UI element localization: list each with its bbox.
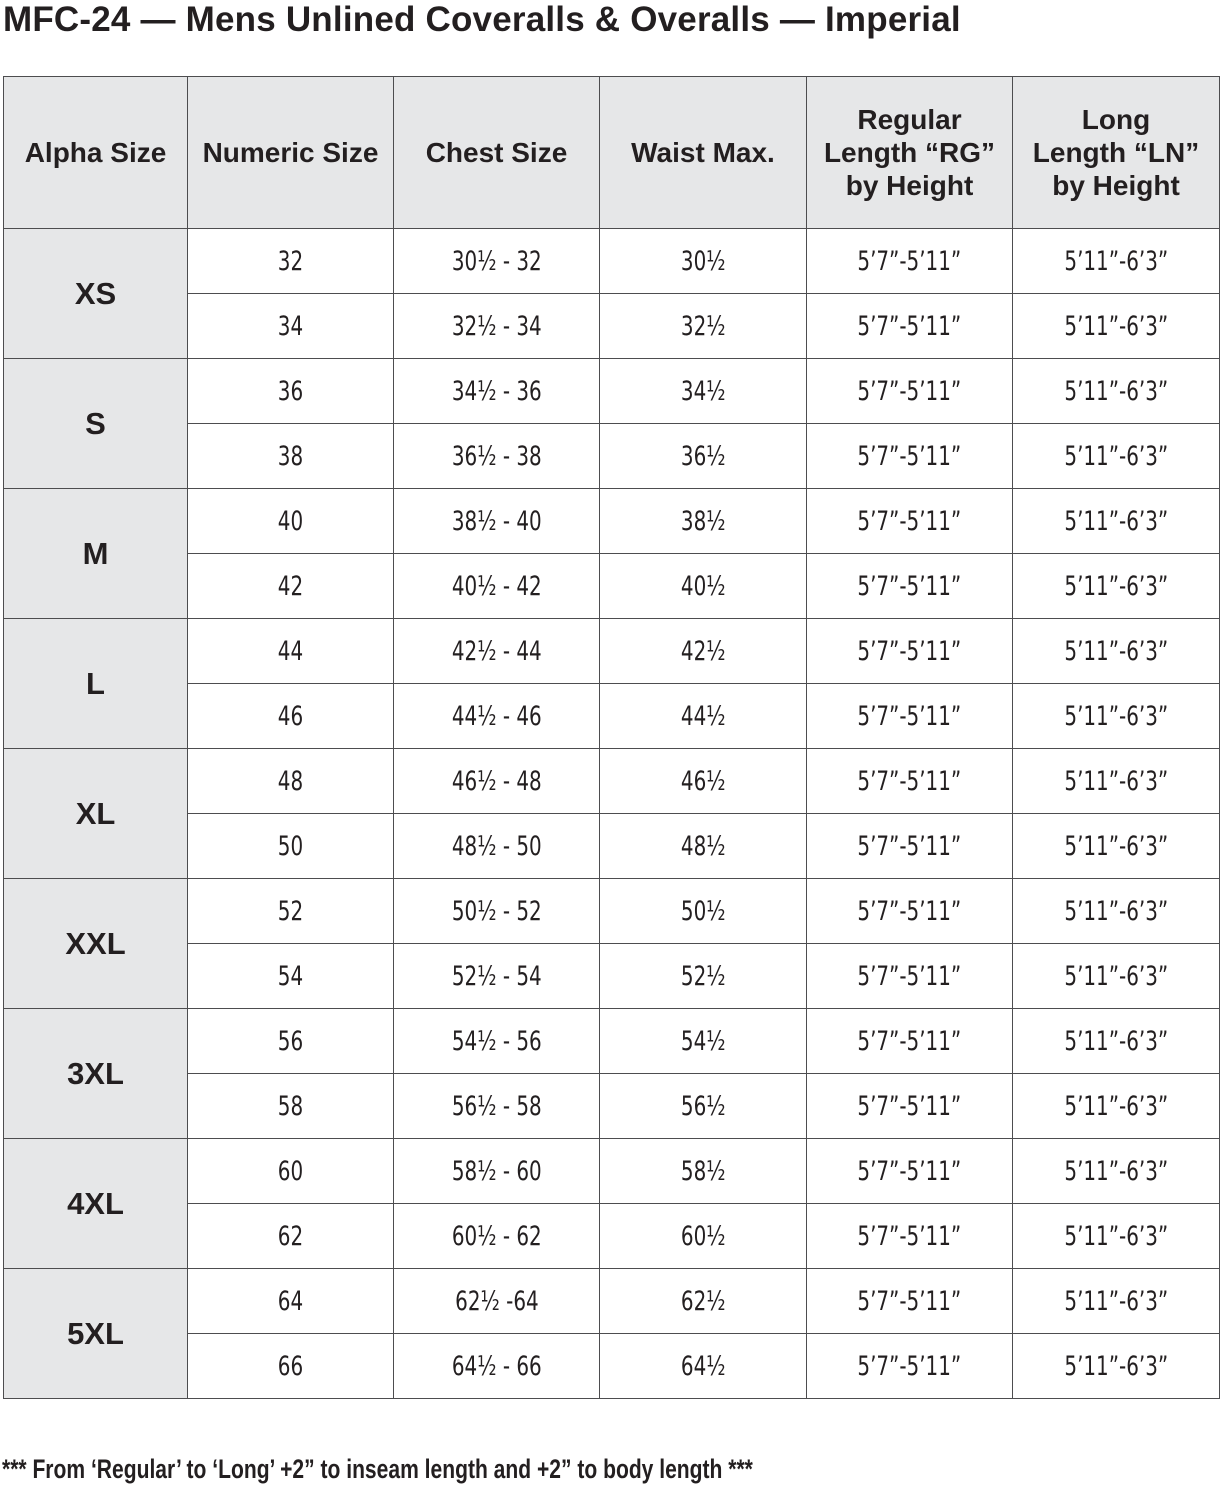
regular-length-cell-text: 5’7”-5’11” (857, 635, 962, 667)
chest-size-cell-text: 48½ - 50 (451, 830, 542, 862)
numeric-size-cell-text: 46 (277, 700, 304, 732)
chest-size-cell-text: 42½ - 44 (451, 635, 542, 667)
chest-size-cell-text: 50½ - 52 (451, 895, 542, 927)
chest-size-cell-text: 54½ - 56 (451, 1025, 542, 1057)
regular-length-cell (807, 1139, 1013, 1204)
waist-max-cell-text: 32½ (680, 310, 726, 342)
long-length-cell-text: 5’11”-6’3” (1064, 1025, 1168, 1057)
size-chart-table (3, 76, 1220, 1399)
chest-size-cell-text: 38½ - 40 (451, 505, 542, 537)
waist-max-cell (600, 1009, 807, 1074)
chest-size-header (394, 77, 600, 229)
chest-size-cell (394, 944, 600, 1009)
regular-length-cell-text: 5’7”-5’11” (857, 245, 962, 277)
waist-max-cell (600, 229, 807, 294)
table-row (4, 879, 1220, 944)
alpha-size-cell: XL (4, 749, 188, 879)
waist-max-cell (600, 944, 807, 1009)
numeric-size-cell (188, 684, 394, 749)
regular-length-header (807, 77, 1013, 229)
waist-max-cell (600, 879, 807, 944)
long-length-cell-text: 5’11”-6’3” (1064, 635, 1168, 667)
header-line: by Height (1052, 170, 1180, 201)
chest-size-cell (394, 1009, 600, 1074)
waist-max-cell-text: 52½ (680, 960, 726, 992)
chest-size-cell-text: 52½ - 54 (451, 960, 542, 992)
numeric-size-cell-text: 48 (277, 765, 304, 797)
numeric-size-cell (188, 749, 394, 814)
alpha-size-header (4, 77, 188, 229)
chest-size-cell (394, 489, 600, 554)
waist-max-cell (600, 1204, 807, 1269)
chest-size-cell-text: 46½ - 48 (451, 765, 542, 797)
long-length-cell (1013, 619, 1220, 684)
waist-max-cell-text: 42½ (680, 635, 726, 667)
header-line: Numeric Size (202, 137, 379, 168)
long-length-cell-text: 5’11”-6’3” (1064, 245, 1168, 277)
chest-size-cell-text: 44½ - 46 (451, 700, 542, 732)
numeric-size-cell-text: 42 (277, 570, 304, 602)
waist-max-cell (600, 424, 807, 489)
chest-size-cell (394, 1074, 600, 1139)
numeric-size-cell (188, 814, 394, 879)
numeric-size-cell (188, 1334, 394, 1399)
numeric-size-cell-text: 50 (277, 830, 304, 862)
numeric-size-cell (188, 554, 394, 619)
long-length-cell-text: 5’11”-6’3” (1064, 310, 1168, 342)
long-length-cell (1013, 684, 1220, 749)
chest-size-cell (394, 1334, 600, 1399)
numeric-size-cell (188, 424, 394, 489)
long-length-cell-text: 5’11”-6’3” (1064, 1155, 1168, 1187)
numeric-size-cell-text: 56 (277, 1025, 304, 1057)
numeric-size-cell-text: 34 (277, 310, 304, 342)
header-line: Length “LN” (1032, 137, 1200, 168)
regular-length-cell (807, 1009, 1013, 1074)
regular-length-cell-text: 5’7”-5’11” (857, 1090, 962, 1122)
numeric-size-cell-text: 44 (277, 635, 304, 667)
regular-length-cell-text: 5’7”-5’11” (857, 830, 962, 862)
waist-max-cell-text: 56½ (680, 1090, 726, 1122)
long-length-cell-text: 5’11”-6’3” (1064, 1285, 1168, 1317)
table-row (4, 749, 1220, 814)
waist-max-cell-text: 40½ (680, 570, 726, 602)
numeric-size-cell (188, 1204, 394, 1269)
regular-length-cell-text: 5’7”-5’11” (857, 960, 962, 992)
waist-max-cell (600, 554, 807, 619)
long-length-cell-text: 5’11”-6’3” (1064, 1350, 1168, 1382)
regular-length-cell (807, 424, 1013, 489)
alpha-size-cell: XS (4, 229, 188, 359)
numeric-size-cell-text: 36 (277, 375, 304, 407)
waist-max-cell-text: 64½ (680, 1350, 726, 1382)
waist-max-cell-text: 50½ (680, 895, 726, 927)
long-length-cell (1013, 1074, 1220, 1139)
regular-length-cell (807, 749, 1013, 814)
numeric-size-cell (188, 1269, 394, 1334)
long-length-cell (1013, 294, 1220, 359)
regular-length-cell-text: 5’7”-5’11” (857, 765, 962, 797)
chest-size-cell (394, 619, 600, 684)
regular-length-cell (807, 619, 1013, 684)
table-row (4, 489, 1220, 554)
regular-length-cell-text: 5’7”-5’11” (857, 375, 962, 407)
waist-max-cell-text: 38½ (680, 505, 726, 537)
chest-size-cell (394, 1269, 600, 1334)
regular-length-cell-text: 5’7”-5’11” (857, 1155, 962, 1187)
page-title: MFC-24 — Mens Unlined Coveralls & Overalls — Imperial (3, 0, 961, 39)
regular-length-cell-text: 5’7”-5’11” (857, 1025, 962, 1057)
long-length-cell (1013, 1009, 1220, 1074)
table-header (4, 77, 1220, 229)
table-row (4, 1139, 1220, 1204)
chest-size-cell (394, 879, 600, 944)
numeric-size-cell-text: 58 (277, 1090, 304, 1122)
table-row (4, 619, 1220, 684)
regular-length-cell (807, 944, 1013, 1009)
alpha-size-cell: S (4, 359, 188, 489)
header-line: Length “RG” (823, 137, 996, 168)
regular-length-cell (807, 1334, 1013, 1399)
chest-size-cell (394, 294, 600, 359)
chest-size-cell (394, 684, 600, 749)
waist-max-cell-text: 60½ (680, 1220, 726, 1252)
regular-length-cell-text: 5’7”-5’11” (857, 700, 962, 732)
waist-max-cell-text: 34½ (680, 375, 726, 407)
chest-size-cell-text: 30½ - 32 (451, 245, 542, 277)
regular-length-cell (807, 359, 1013, 424)
waist-max-cell (600, 1334, 807, 1399)
regular-length-cell (807, 684, 1013, 749)
long-length-cell-text: 5’11”-6’3” (1064, 505, 1168, 537)
numeric-size-header (188, 77, 394, 229)
regular-length-cell (807, 1204, 1013, 1269)
header-line: Long (1081, 104, 1151, 135)
long-length-cell-text: 5’11”-6’3” (1064, 375, 1168, 407)
long-length-cell (1013, 944, 1220, 1009)
long-length-cell (1013, 554, 1220, 619)
waist-max-cell (600, 1074, 807, 1139)
long-length-cell (1013, 489, 1220, 554)
chest-size-cell (394, 1139, 600, 1204)
waist-max-cell (600, 359, 807, 424)
long-length-cell (1013, 749, 1220, 814)
regular-length-cell (807, 1074, 1013, 1139)
table-row (4, 229, 1220, 294)
long-length-cell-text: 5’11”-6’3” (1064, 1090, 1168, 1122)
waist-max-cell (600, 749, 807, 814)
waist-max-cell-text: 44½ (680, 700, 726, 732)
regular-length-cell-text: 5’7”-5’11” (857, 1350, 962, 1382)
long-length-cell-text: 5’11”-6’3” (1064, 765, 1168, 797)
chest-size-cell-text: 40½ - 42 (451, 570, 542, 602)
chest-size-cell (394, 229, 600, 294)
chest-size-cell-text: 60½ - 62 (451, 1220, 542, 1252)
chest-size-cell-text: 56½ - 58 (451, 1090, 542, 1122)
alpha-size-cell: 5XL (4, 1269, 188, 1399)
regular-length-cell (807, 294, 1013, 359)
alpha-size-cell: M (4, 489, 188, 619)
regular-length-cell-text: 5’7”-5’11” (857, 570, 962, 602)
chest-size-cell-text: 62½ -64 (454, 1285, 539, 1317)
waist-max-cell-text: 48½ (680, 830, 726, 862)
chest-size-cell (394, 424, 600, 489)
long-length-cell (1013, 1204, 1220, 1269)
regular-length-cell-text: 5’7”-5’11” (857, 440, 962, 472)
numeric-size-cell (188, 1139, 394, 1204)
header-line: Chest Size (425, 137, 568, 168)
numeric-size-cell (188, 294, 394, 359)
chest-size-cell (394, 1204, 600, 1269)
long-length-cell-text: 5’11”-6’3” (1064, 700, 1168, 732)
waist-max-cell (600, 814, 807, 879)
numeric-size-cell-text: 66 (277, 1350, 304, 1382)
long-length-cell (1013, 229, 1220, 294)
long-length-cell-text: 5’11”-6’3” (1064, 830, 1168, 862)
header-line: by Height (845, 170, 974, 201)
long-length-header (1013, 77, 1220, 229)
chest-size-cell-text: 36½ - 38 (451, 440, 542, 472)
waist-max-cell-text: 58½ (680, 1155, 726, 1187)
chest-size-cell-text: 64½ - 66 (451, 1350, 542, 1382)
long-length-cell-text: 5’11”-6’3” (1064, 1220, 1168, 1252)
long-length-cell (1013, 359, 1220, 424)
numeric-size-cell (188, 619, 394, 684)
regular-length-cell (807, 814, 1013, 879)
chest-size-cell (394, 814, 600, 879)
numeric-size-cell (188, 1009, 394, 1074)
table-row (4, 359, 1220, 424)
header-line: Regular (857, 104, 962, 135)
alpha-size-cell: XXL (4, 879, 188, 1009)
regular-length-cell-text: 5’7”-5’11” (857, 505, 962, 537)
regular-length-cell-text: 5’7”-5’11” (857, 1285, 962, 1317)
numeric-size-cell-text: 60 (277, 1155, 304, 1187)
long-length-cell (1013, 814, 1220, 879)
header-line: Waist Max. (631, 137, 775, 168)
chest-size-cell-text: 58½ - 60 (451, 1155, 542, 1187)
table-body (4, 229, 1220, 1399)
numeric-size-cell-text: 40 (277, 505, 304, 537)
numeric-size-cell-text: 52 (277, 895, 304, 927)
numeric-size-cell-text: 54 (277, 960, 304, 992)
long-length-cell (1013, 1334, 1220, 1399)
waist-max-cell-text: 36½ (680, 440, 726, 472)
alpha-size-cell: 4XL (4, 1139, 188, 1269)
numeric-size-cell-text: 32 (277, 245, 304, 277)
table-row (4, 1009, 1220, 1074)
waist-max-cell (600, 1139, 807, 1204)
header-line: Alpha Size (24, 137, 167, 168)
waist-max-cell (600, 294, 807, 359)
numeric-size-cell-text: 64 (277, 1285, 304, 1317)
regular-length-cell (807, 1269, 1013, 1334)
long-length-cell-text: 5’11”-6’3” (1064, 440, 1168, 472)
waist-max-cell (600, 619, 807, 684)
regular-length-cell (807, 229, 1013, 294)
regular-length-cell-text: 5’7”-5’11” (857, 310, 962, 342)
long-length-cell (1013, 1269, 1220, 1334)
waist-max-cell-text: 46½ (680, 765, 726, 797)
footnote-text: *** From ‘Regular’ to ‘Long’ +2” to inseam length and +2” to body length *** (2, 1454, 753, 1484)
long-length-cell-text: 5’11”-6’3” (1064, 895, 1168, 927)
numeric-size-cell (188, 1074, 394, 1139)
regular-length-cell (807, 554, 1013, 619)
numeric-size-cell (188, 879, 394, 944)
waist-max-cell (600, 489, 807, 554)
long-length-cell (1013, 879, 1220, 944)
regular-length-cell (807, 489, 1013, 554)
numeric-size-cell (188, 359, 394, 424)
chest-size-cell (394, 749, 600, 814)
header-row (4, 77, 1220, 229)
waist-max-cell-text: 62½ (680, 1285, 726, 1317)
regular-length-cell-text: 5’7”-5’11” (857, 1220, 962, 1252)
numeric-size-cell (188, 229, 394, 294)
long-length-cell-text: 5’11”-6’3” (1064, 570, 1168, 602)
table-row (4, 1269, 1220, 1334)
long-length-cell (1013, 1139, 1220, 1204)
waist-max-cell-text: 30½ (680, 245, 726, 277)
chest-size-cell (394, 359, 600, 424)
chest-size-cell-text: 32½ - 34 (451, 310, 542, 342)
numeric-size-cell-text: 38 (277, 440, 304, 472)
chest-size-cell (394, 554, 600, 619)
alpha-size-cell: 3XL (4, 1009, 188, 1139)
long-length-cell-text: 5’11”-6’3” (1064, 960, 1168, 992)
long-length-cell (1013, 424, 1220, 489)
chest-size-cell-text: 34½ - 36 (451, 375, 542, 407)
waist-max-header (600, 77, 807, 229)
regular-length-cell-text: 5’7”-5’11” (857, 895, 962, 927)
waist-max-cell (600, 1269, 807, 1334)
numeric-size-cell-text: 62 (277, 1220, 304, 1252)
footnote (2, 1452, 965, 1486)
waist-max-cell-text: 54½ (680, 1025, 726, 1057)
numeric-size-cell (188, 489, 394, 554)
regular-length-cell (807, 879, 1013, 944)
alpha-size-cell: L (4, 619, 188, 749)
numeric-size-cell (188, 944, 394, 1009)
waist-max-cell (600, 684, 807, 749)
